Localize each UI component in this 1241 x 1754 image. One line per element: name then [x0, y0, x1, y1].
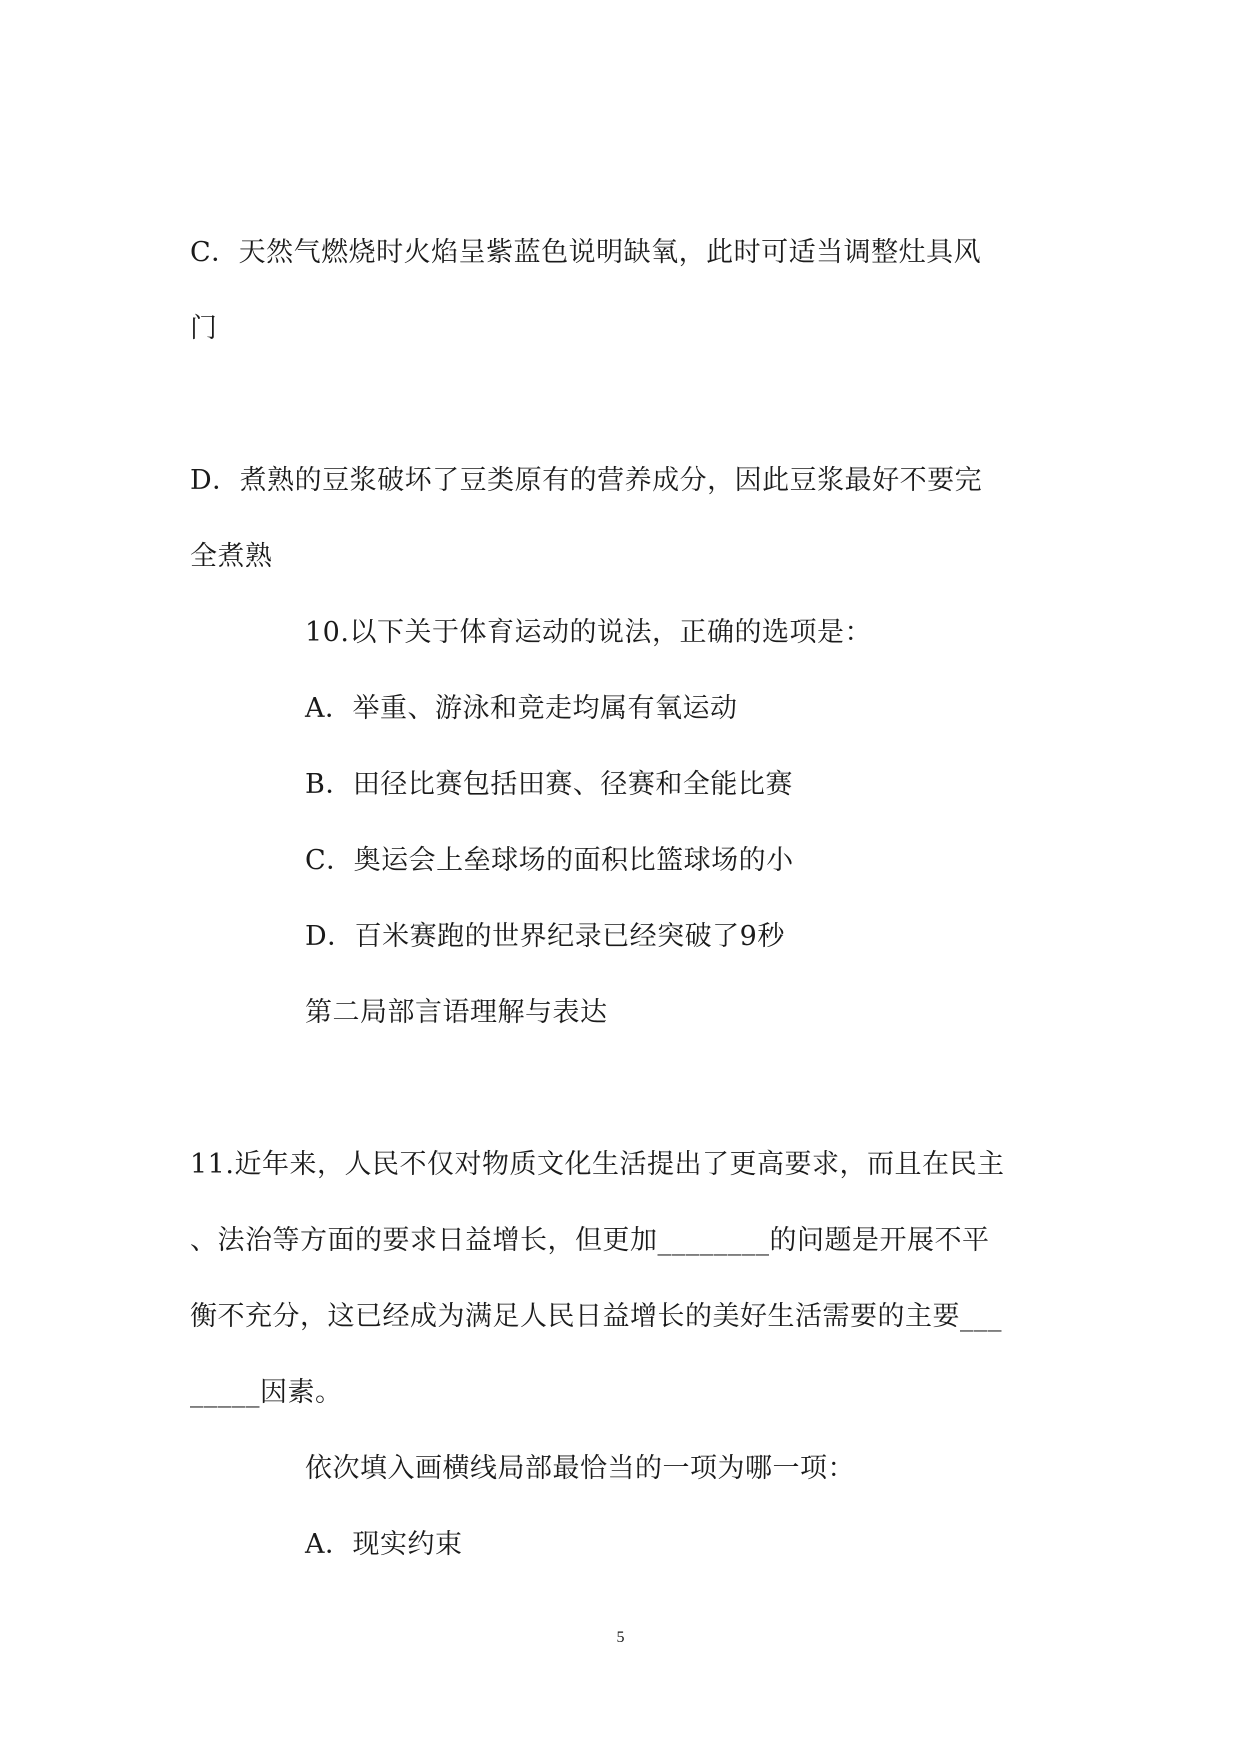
page-number: 5	[616, 1629, 625, 1646]
q10-option-b: B．田径比赛包括田赛、径赛和全能比赛	[305, 769, 793, 800]
q11-prompt: 依次填入画横线局部最恰当的一项为哪一项：	[305, 1453, 855, 1484]
q11-line1: 11.近年来，人民不仅对物质文化生活提出了更高要求，而且在民主	[190, 1149, 1005, 1180]
q11-line4: _____因素。	[190, 1377, 343, 1408]
q9-option-d-line1: D．煮熟的豆浆破坏了豆类原有的营养成分，因此豆浆最好不要完	[190, 465, 983, 496]
q10-question: 10.以下关于体育运动的说法，正确的选项是：	[305, 617, 872, 648]
q9-option-c-line2: 门	[190, 313, 218, 344]
section-title: 第二局部言语理解与表达	[305, 997, 608, 1028]
q11-line2: 、法治等方面的要求日益增长，但更加________的问题是开展不平	[190, 1225, 990, 1256]
q9-option-d-line2: 全煮熟	[190, 541, 273, 572]
q9-option-c-line1: C．天然气燃烧时火焰呈紫蓝色说明缺氧，此时可适当调整灶具风	[190, 237, 982, 268]
q11-line3: 衡不充分，这已经成为满足人民日益增长的美好生活需要的主要___	[190, 1301, 1002, 1332]
q10-option-a: A．举重、游泳和竞走均属有氧运动	[305, 693, 738, 724]
q10-option-d: D．百米赛跑的世界纪录已经突破了9秒	[305, 921, 785, 952]
q10-option-c: C．奥运会上垒球场的面积比篮球场的小	[305, 845, 794, 876]
q11-option-a: A．现实约束	[305, 1529, 463, 1560]
